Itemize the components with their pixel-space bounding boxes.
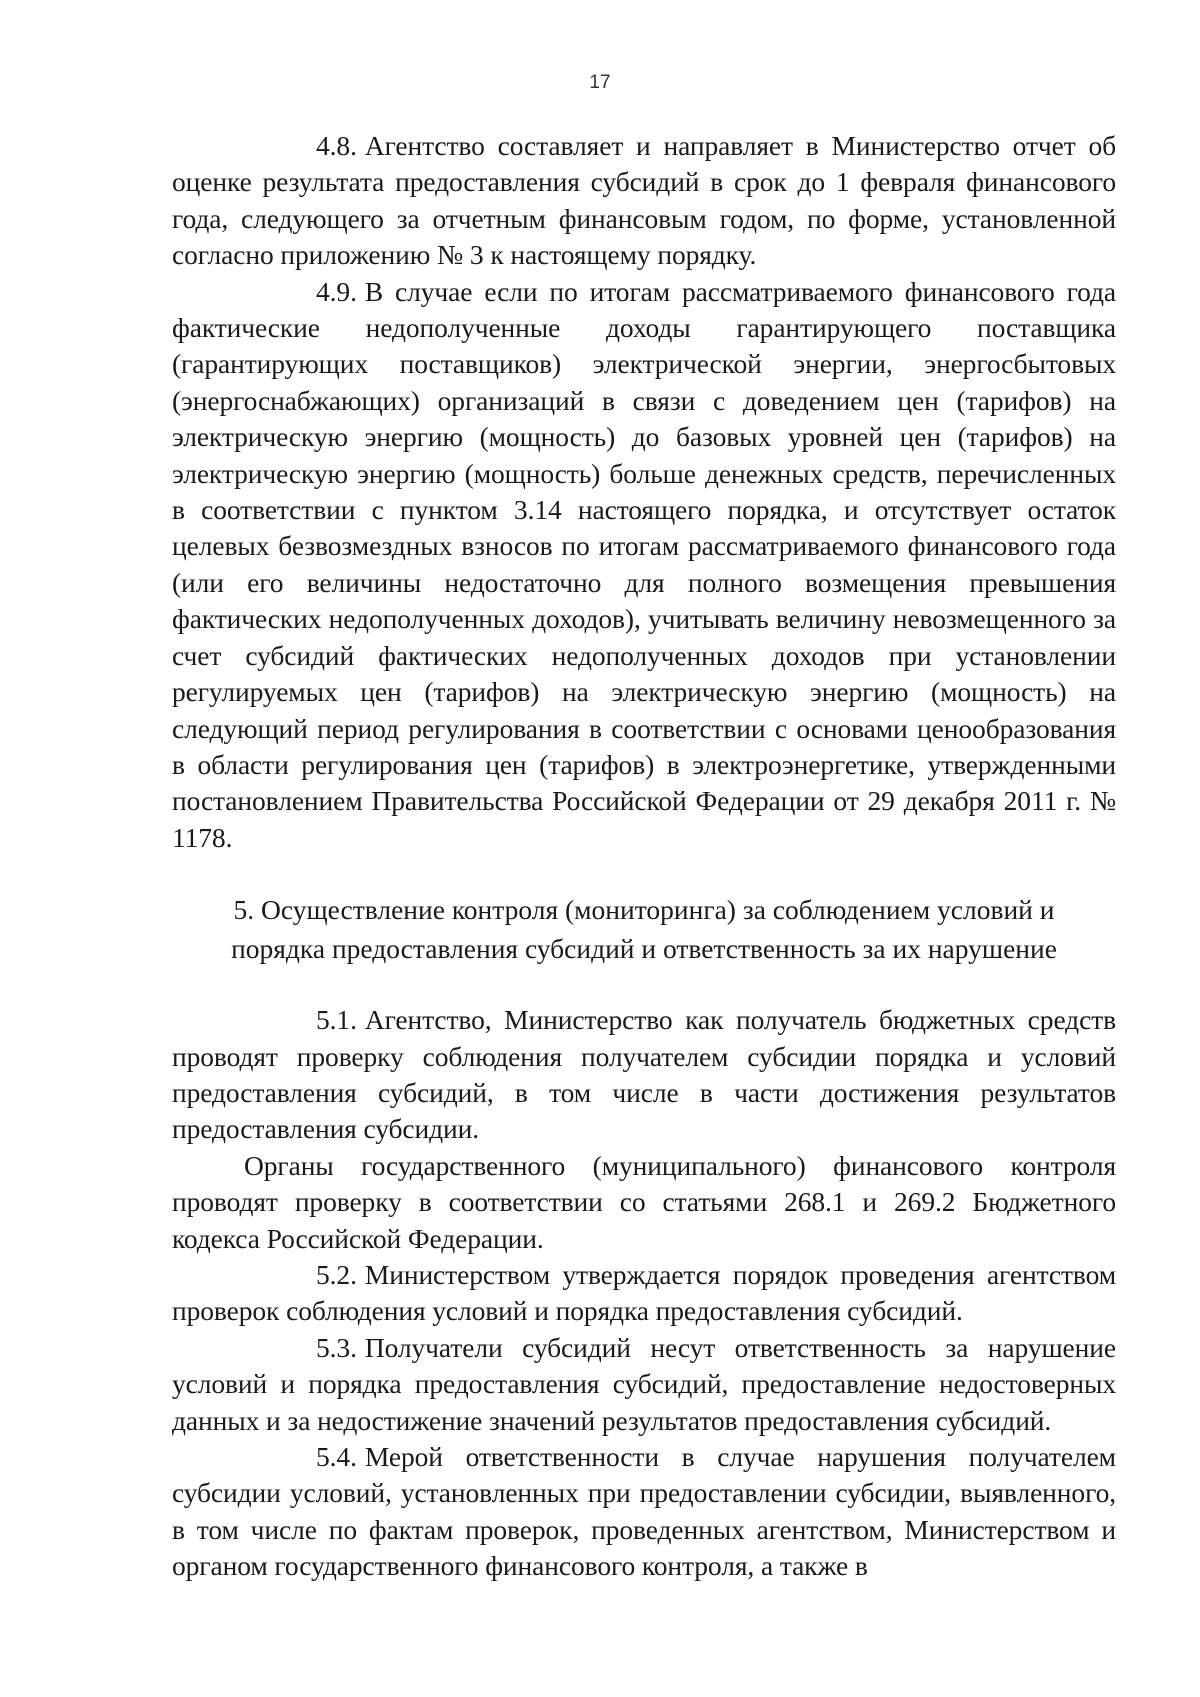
paragraph-4-9 (172, 274, 1116, 857)
paragraph-number: 5.4. (316, 1441, 357, 1472)
paragraph-number: 4.8. (316, 130, 357, 161)
paragraph-5-2 (172, 1257, 1116, 1330)
paragraph-5-1-continued (172, 1148, 1116, 1257)
paragraph-text: Агентство составляет и направляет в Министерство отчет об оценке результата предоставления субсидий в срок до 1 февраля финансового года, следующего за отчетным финансовым годом, по форме, установленной согласно приложению № 3 к настоящему порядку. (172, 130, 1116, 271)
section-heading-line-2: порядка предоставления субсидий и ответственность за их нарушение (231, 933, 1057, 965)
document-body (172, 128, 1116, 1585)
paragraph-number: 5.3. (316, 1331, 357, 1363)
paragraph-text: В случае если по итогам рассматриваемого финансового года фактические недополученные доходы гарантирующего поставщика (гарантирующих поставщиков) электрической энергии, энергосбытовых (энергоснабжающих) организаций в связи с доведением цен (тарифов) на электрическую энергию (мощность) до базовых уровней цен (тарифов) на электрическую энергию (мощность) больше денежных средств, перечисленных в соответствии с пунктом 3.14 настоящего порядка, и отсутствует остаток целевых безвозмездных взносов по итогам рассматриваемого финансового года (или его величины недостаточно для полного возмещения превышения фактических недополученных доходов), учитывать величину невозмещенного за счет субсидий фактических недополученных доходов при установлении регулируемых цен (тарифов) на электрическую энергию (мощность) на следующий период регулирования в соответствии с основами ценообразования в области регулирования цен (тарифов) в электроэнергетике, утвержденными постановлением Правительства Российской Федерации от 29 декабря 2011 г. № 1178. (172, 275, 1116, 853)
paragraph-text: Министерством утверждается порядок проведения агентством проверок соблюдения условий и порядка предоставления субсидий. (172, 1258, 1116, 1327)
paragraph-4-8 (172, 128, 1116, 274)
paragraph-text: Мерой ответственности в случае нарушения получателем субсидии условий, установленных при предоставлении субсидии, выявленного, в том числе по фактам проверок, проведенных агентством, Министерством и органом государственного финансового контроля, а также в (172, 1441, 1116, 1582)
paragraph-5-3 (172, 1330, 1116, 1439)
page-number: 17 (589, 72, 611, 93)
paragraph-number: 5.1. (316, 1004, 357, 1036)
section-heading (172, 890, 1116, 968)
paragraph-text: Агентство, Министерство как получатель бюджетных средств проводят проверку соблюдения получателем субсидии порядка и условий предоставления субсидий, в том числе в части достижения результатов предоставления субсидии. (172, 1004, 1116, 1145)
paragraph-number: 4.9. (316, 275, 357, 307)
paragraph-text: Получатели субсидий несут ответственность за нарушение условий и порядка предоставления субсидий, предоставление недостоверных данных и за недостижение значений результатов предоставления субсидий. (172, 1331, 1116, 1436)
paragraph-number: 5.2. (316, 1258, 357, 1290)
paragraph-5-1 (172, 1002, 1116, 1148)
section-heading-line-1: 5. Осуществление контроля (мониторинга) за соблюдением условий и (233, 894, 1055, 926)
paragraph-5-4 (172, 1439, 1116, 1585)
paragraph-text: Органы государственного (муниципального) финансового контроля проводят проверку в соответствии со статьями 268.1 и 269.2 Бюджетного кодекса Российской Федерации. (172, 1149, 1116, 1254)
